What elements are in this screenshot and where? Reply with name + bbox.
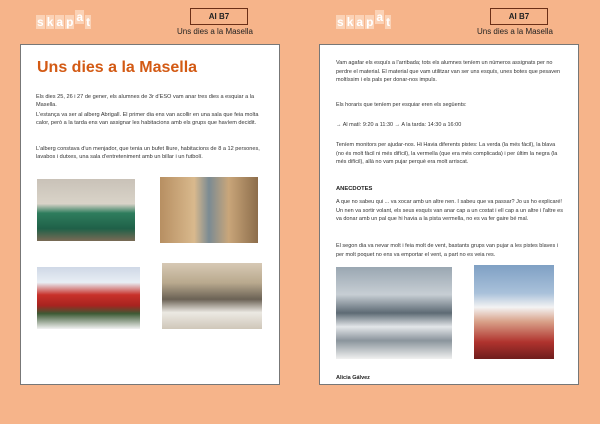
anecdote-paragraph: A que no sabeu qui ... va xocar amb un altre nen. I sabeu que va passar? Jo us ho explicaré! Un nen va sortir volant, els seus esquís van anar cap a un costat i ell cap a un altre i l'altre es va donar amb un pal que hi havia a la pista vermella, no es va fer gaire bé mal. bbox=[336, 199, 563, 223]
anecdotes-heading: ANECDOTES bbox=[336, 186, 373, 192]
logo-letter: s bbox=[337, 15, 344, 29]
section-tag: AI B7 bbox=[190, 8, 248, 25]
article-paragraph: L'alberg constava d'un menjador, que tenia un bufet lliure, habitacions de 8 a 12 persones, lavabos i dutxes, una sala d'entreteniment amb un billar i un futbolí. bbox=[36, 146, 260, 161]
dining-hall-photo bbox=[162, 263, 262, 329]
schedule-line: → Al matí: 9:20 a 11:30 → A la tarda: 14:30 a 16:00 bbox=[336, 122, 462, 128]
logo-letter: a bbox=[356, 15, 364, 29]
skiers-selfie-photo bbox=[474, 265, 554, 359]
page-subtitle: Uns dies a la Masella bbox=[176, 27, 254, 36]
article-paragraph: Els horaris que teníem per esquiar eren els següents: bbox=[336, 102, 467, 108]
logo-letter: a bbox=[56, 15, 64, 29]
logo-letter: s bbox=[37, 15, 44, 29]
article-paragraph: L'estança va ser al alberg Abrigall. El primer dia ens van acollir en una sala que feia molta calor, però a la tarda ens van assignar les habitacions amb els grups que havíem decidit. bbox=[36, 112, 259, 127]
right-page bbox=[300, 0, 600, 424]
bunk-bedroom-photo bbox=[160, 177, 258, 243]
article-sheet bbox=[319, 44, 579, 385]
anecdote-paragraph: El segon dia va nevar molt i feia molt de vent, bastants grups van pujar a les pistes blaves i per molt poquet no ens va emportar el vent, a part no es veia res. bbox=[336, 243, 558, 258]
logo-letter: t bbox=[386, 15, 391, 29]
article-sheet bbox=[20, 44, 280, 385]
skapat-logo bbox=[36, 9, 92, 29]
article-author: Alicia Gálvez bbox=[336, 375, 370, 381]
article-title: Uns dies a la Masella bbox=[37, 59, 198, 76]
logo-letter: a bbox=[376, 10, 384, 24]
article-paragraph: Teníem monitors per ajudar-nos. Hi Havia diferents pistes: La verda (la més fàcil), la blava (no és molt fàcil ni més difícil), la vermella (que era més complicada) i per últim la negra (la més difícil), allà no vam pujar perquè era molt arriscat. bbox=[336, 142, 558, 166]
logo-letter: k bbox=[46, 15, 54, 29]
logo-letter: a bbox=[76, 10, 84, 24]
logo-letter: t bbox=[86, 15, 91, 29]
section-tag: AI B7 bbox=[490, 8, 548, 25]
ski-jump-photo bbox=[336, 267, 452, 359]
logo-letter: p bbox=[66, 15, 74, 29]
hostel-exterior-photo bbox=[37, 267, 140, 329]
article-paragraph: Els dies 25, 26 i 27 de gener, els alumnes de 3r d'ESO vam anar tres dies a esquiar a la Masella. bbox=[36, 94, 255, 109]
billiard-room-photo bbox=[37, 179, 135, 241]
logo-letter: p bbox=[366, 15, 374, 29]
article-paragraph: Vam agafar els esquís a l'arribada; tots els alumnes teníem un números assignats per no perdre el material. El material que vam utilitzar van ser uns esquís, unes botes que pesaven moltíssim i els pals per donar-nos impuls. bbox=[336, 60, 561, 84]
skapat-logo bbox=[336, 9, 392, 29]
page-subtitle: Uns dies a la Masella bbox=[476, 27, 554, 36]
logo-letter: k bbox=[346, 15, 354, 29]
